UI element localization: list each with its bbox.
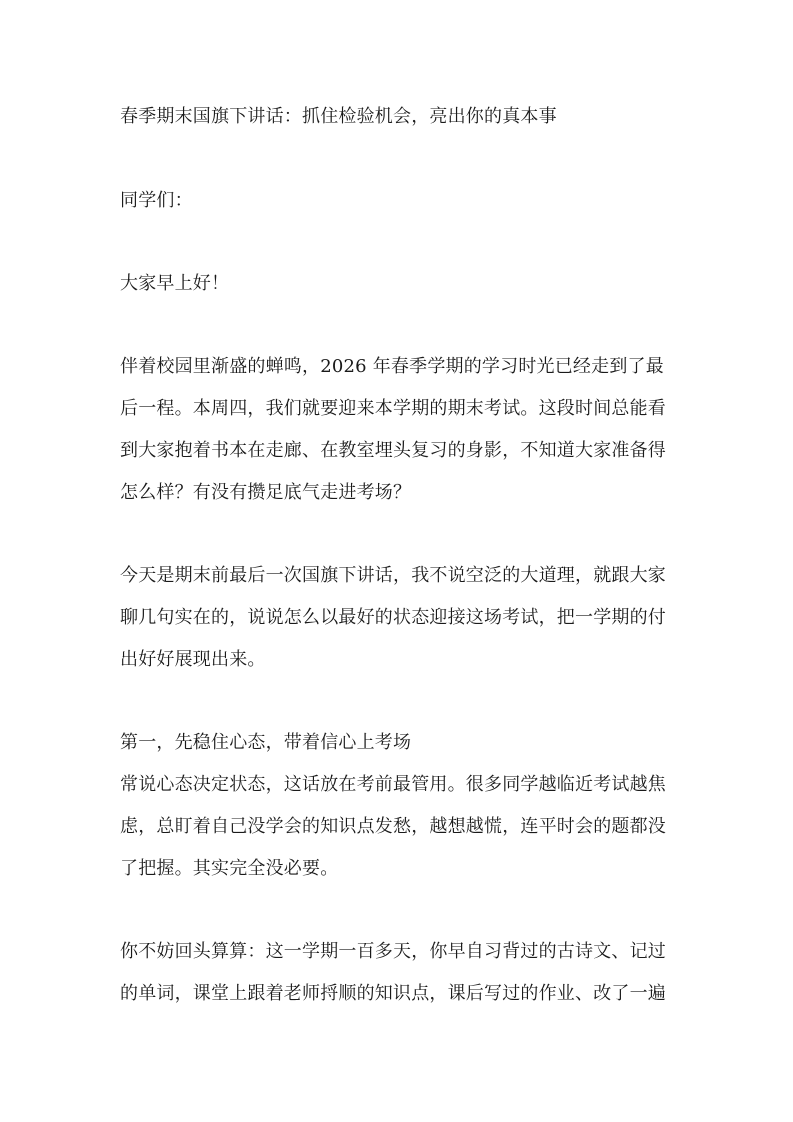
paragraph-line: 虑，总盯着自己没学会的知识点发愁，越想越慌，连平时会的题都没	[120, 816, 666, 837]
document-title: 春季期末国旗下讲话：抓住检验机会，亮出你的真本事	[120, 106, 557, 127]
section-heading: 第一，先稳住心态，带着信心上考场	[120, 732, 412, 753]
paragraph-line: 的单词，课堂上跟着老师捋顺的知识点，课后写过的作业、改了一遍	[120, 983, 666, 1004]
paragraph-line: 后一程。本周四，我们就要迎来本学期的期末考试。这段时间总能看	[120, 398, 666, 419]
greeting: 大家早上好！	[120, 273, 230, 294]
salutation: 同学们：	[120, 190, 193, 211]
paragraph-line: 聊几句实在的，说说怎么以最好的状态迎接这场考试，把一学期的付	[120, 607, 666, 628]
paragraph-line: 常说心态决定状态，这话放在考前最管用。很多同学越临近考试越焦	[120, 774, 666, 795]
paragraph-line: 怎么样？有没有攒足底气走进考场？	[120, 482, 412, 503]
paragraph-line: 了把握。其实完全没必要。	[120, 858, 339, 879]
paragraph-line: 出好好展现出来。	[120, 649, 266, 670]
paragraph-line: 伴着校园里渐盛的蝉鸣，2026 年春季学期的学习时光已经走到了最	[120, 356, 664, 377]
paragraph-line: 到大家抱着书本在走廊、在教室埋头复习的身影，不知道大家准备得	[120, 440, 666, 461]
paragraph-line: 你不妨回头算算：这一学期一百多天，你早自习背过的古诗文、记过	[120, 941, 666, 962]
paragraph-line: 今天是期末前最后一次国旗下讲话，我不说空泛的大道理，就跟大家	[120, 565, 666, 586]
